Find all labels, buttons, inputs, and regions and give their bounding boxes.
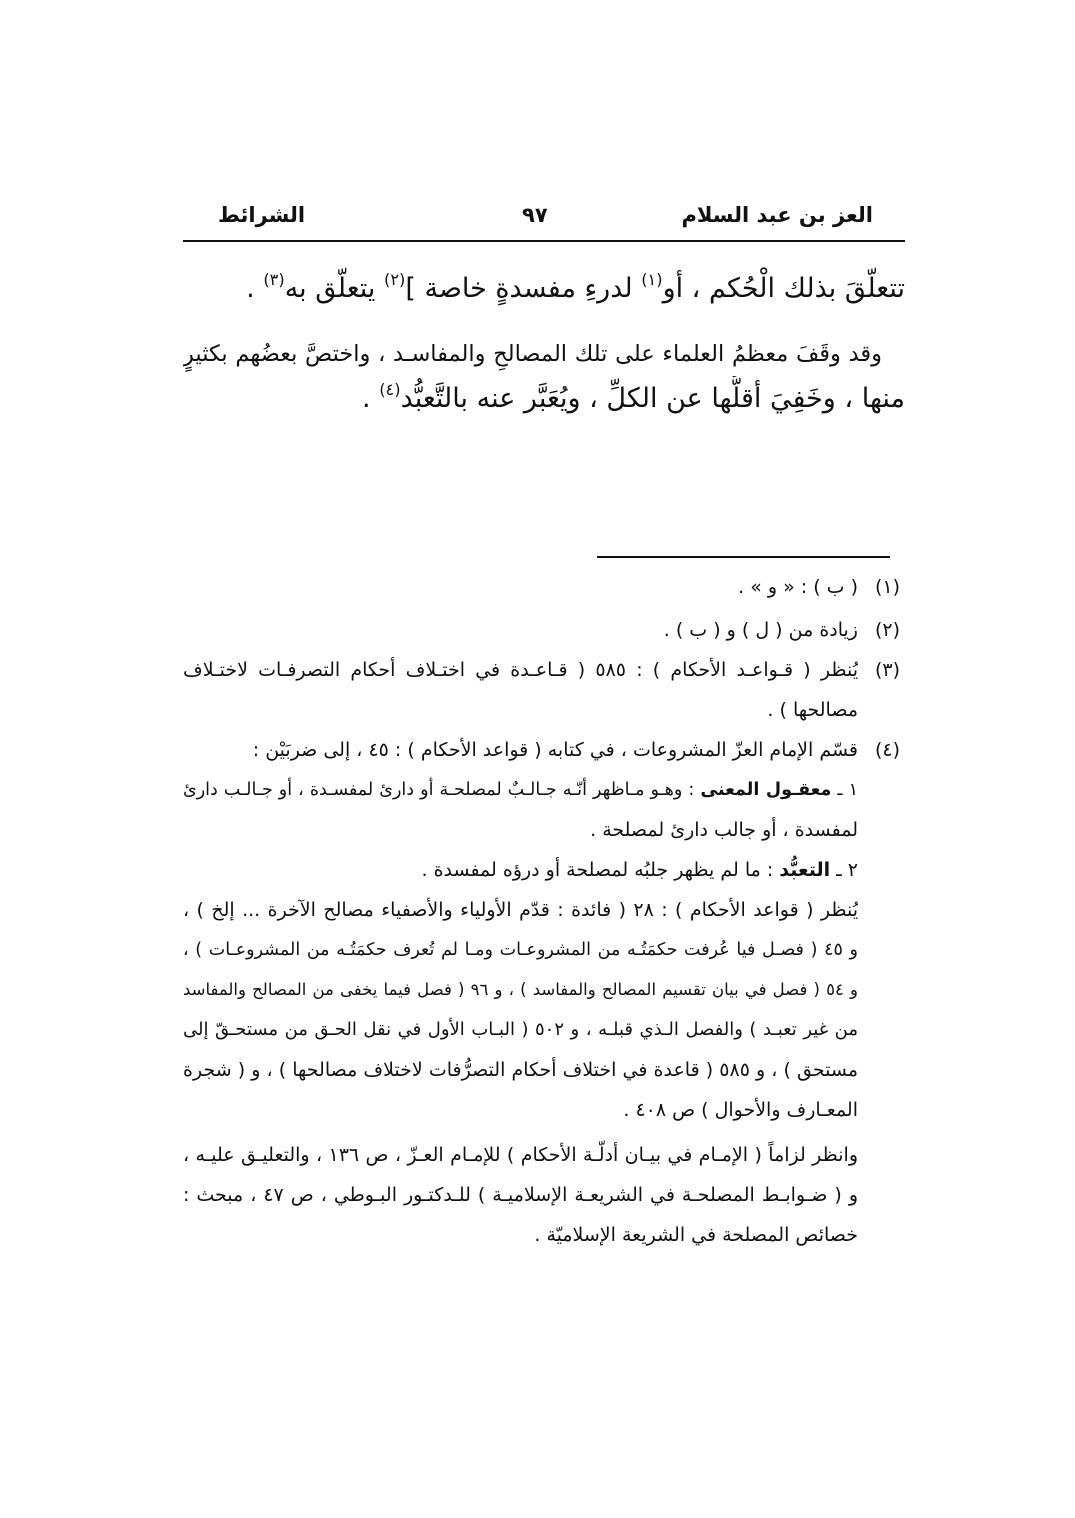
footnote-line: وانظر لزاماً ( الإمـام في بيـان أدلّـة الأحكام ) للإمـام العـزّ ، ص ١٣٦ ، والتعليـق عليـه ،	[183, 1144, 858, 1166]
page-number: ٩٧	[522, 203, 548, 227]
footnote-marker-4: (٤)	[379, 379, 401, 399]
list-number: ١ ـ	[831, 780, 858, 800]
footnote-line	[183, 770, 858, 810]
footnote-line: قسّم الإمام العزّ المشروعات ، في كتابه ( قواعد الأحكام ) : ٤٥ ، إلى ضربَيْن :	[252, 739, 858, 761]
footnote-line: زيادة من ( ل ) و ( ب ) .	[663, 619, 858, 641]
body-line-2: وقد وقَفَ معظمُ العلماء على تلك المصالحِ والمفاسـد ، واختصَّ بعضُهم بكثيرٍ	[183, 341, 882, 367]
body-text: يتعلّق به	[284, 273, 384, 304]
footnote-line: خصائص المصلحة في الشريعة الإسلاميّة .	[534, 1224, 858, 1246]
body-text: منها ، وخَفِيَ أقلُّها عن الكلِّ ، ويُعَبَّر عنه بالتَّعبُّد	[400, 383, 905, 414]
footnote-number: (٤)	[874, 739, 900, 761]
footnote-marker-2: (٢)	[384, 269, 406, 289]
footnote-line: مستحق ) ، و ٥٨٥ ( قاعدة في اختلاف أحكام التصرُّفات لاختلاف مصالحها ) ، و ( شجرة	[183, 1059, 858, 1081]
header-rule	[183, 240, 905, 242]
term-bold: معقـول المعنى	[700, 780, 832, 800]
footnote-line: ( ب ) : « و » .	[738, 576, 858, 598]
footnote-line	[183, 850, 858, 890]
footnote-line: يُنظر ( قواعد الأحكام ) : ٢٨ ( فائدة : قدّم الأولياء والأصفياء مصالح الآخرة ... إلخ ) ،	[183, 899, 858, 921]
footnote-line: لمفسدة ، أو جالب دارئ لمصلحة .	[590, 819, 858, 841]
definition-text: : وهـو مـاظهر أنّـه جـالـبٌ لمصلحـة أو دارئ لمفسـدة ، أو جـالـب دارئ	[183, 780, 701, 800]
term-bold: التعبُّد	[779, 859, 831, 881]
body-text: تتعلّقَ بذلك الْحُكم ، أو	[662, 273, 905, 304]
definition-text: : ما لم يظهر جلبُه لمصلحة أو درؤه لمفسدة .	[421, 859, 780, 881]
body-line-3	[183, 376, 905, 422]
body-line-1	[183, 266, 905, 312]
header-author: العز بن عبد السلام	[681, 203, 873, 227]
footnote-marker-1: (١)	[641, 269, 663, 289]
list-number: ٢ ـ	[830, 859, 858, 881]
footnote-line: و ( ضـوابـط المصلحـة في الشريعـة الإسلاميـة ) للـدكتـور البـوطي ، ص ٤٧ ، مبحث :	[183, 1184, 858, 1206]
body-text: .	[362, 383, 380, 414]
footnote-line: و ٤٥ ( فصـل فيا عُرفت حكمَتُـه من المشروعـات ومـا لم تُعرف حكمَتُـه من المشروعـات ) ،	[183, 940, 858, 960]
footnote-line: من غير تعبـد ) والفصل الـذي قبلـه ، و ٥٠٢ ( البـاب الأول في نقل الحـق من مستحـقّ إلى	[183, 1019, 858, 1040]
header-section: الشرائط	[218, 203, 306, 227]
body-text: .	[246, 273, 264, 304]
footnote-line: يُنظر ( قـواعـد الأحكام ) : ٥٨٥ ( قـاعـدة في اختـلاف أحكام التصرفـات لاختـلاف	[183, 659, 858, 681]
footnote-separator	[597, 556, 890, 558]
footnote-marker-3: (٣)	[263, 269, 285, 289]
footnote-line: و ٥٤ ( فصل في بيان تقسيم المصالح والمفاسد ) ، و ٩٦ ( فصل فيما يخفى من المصالح والمفاسد	[183, 980, 858, 999]
footnote-line: المعـارف والأحوال ) ص ٤٠٨ .	[623, 1099, 858, 1121]
footnote-number: (٣)	[874, 659, 900, 681]
body-text: لدرءِ مفسدةٍ خاصة ]	[405, 273, 642, 304]
footnote-line: مصالحها ) .	[767, 699, 858, 721]
footnote-number: (١)	[874, 576, 900, 598]
footnote-number: (٢)	[874, 619, 900, 641]
